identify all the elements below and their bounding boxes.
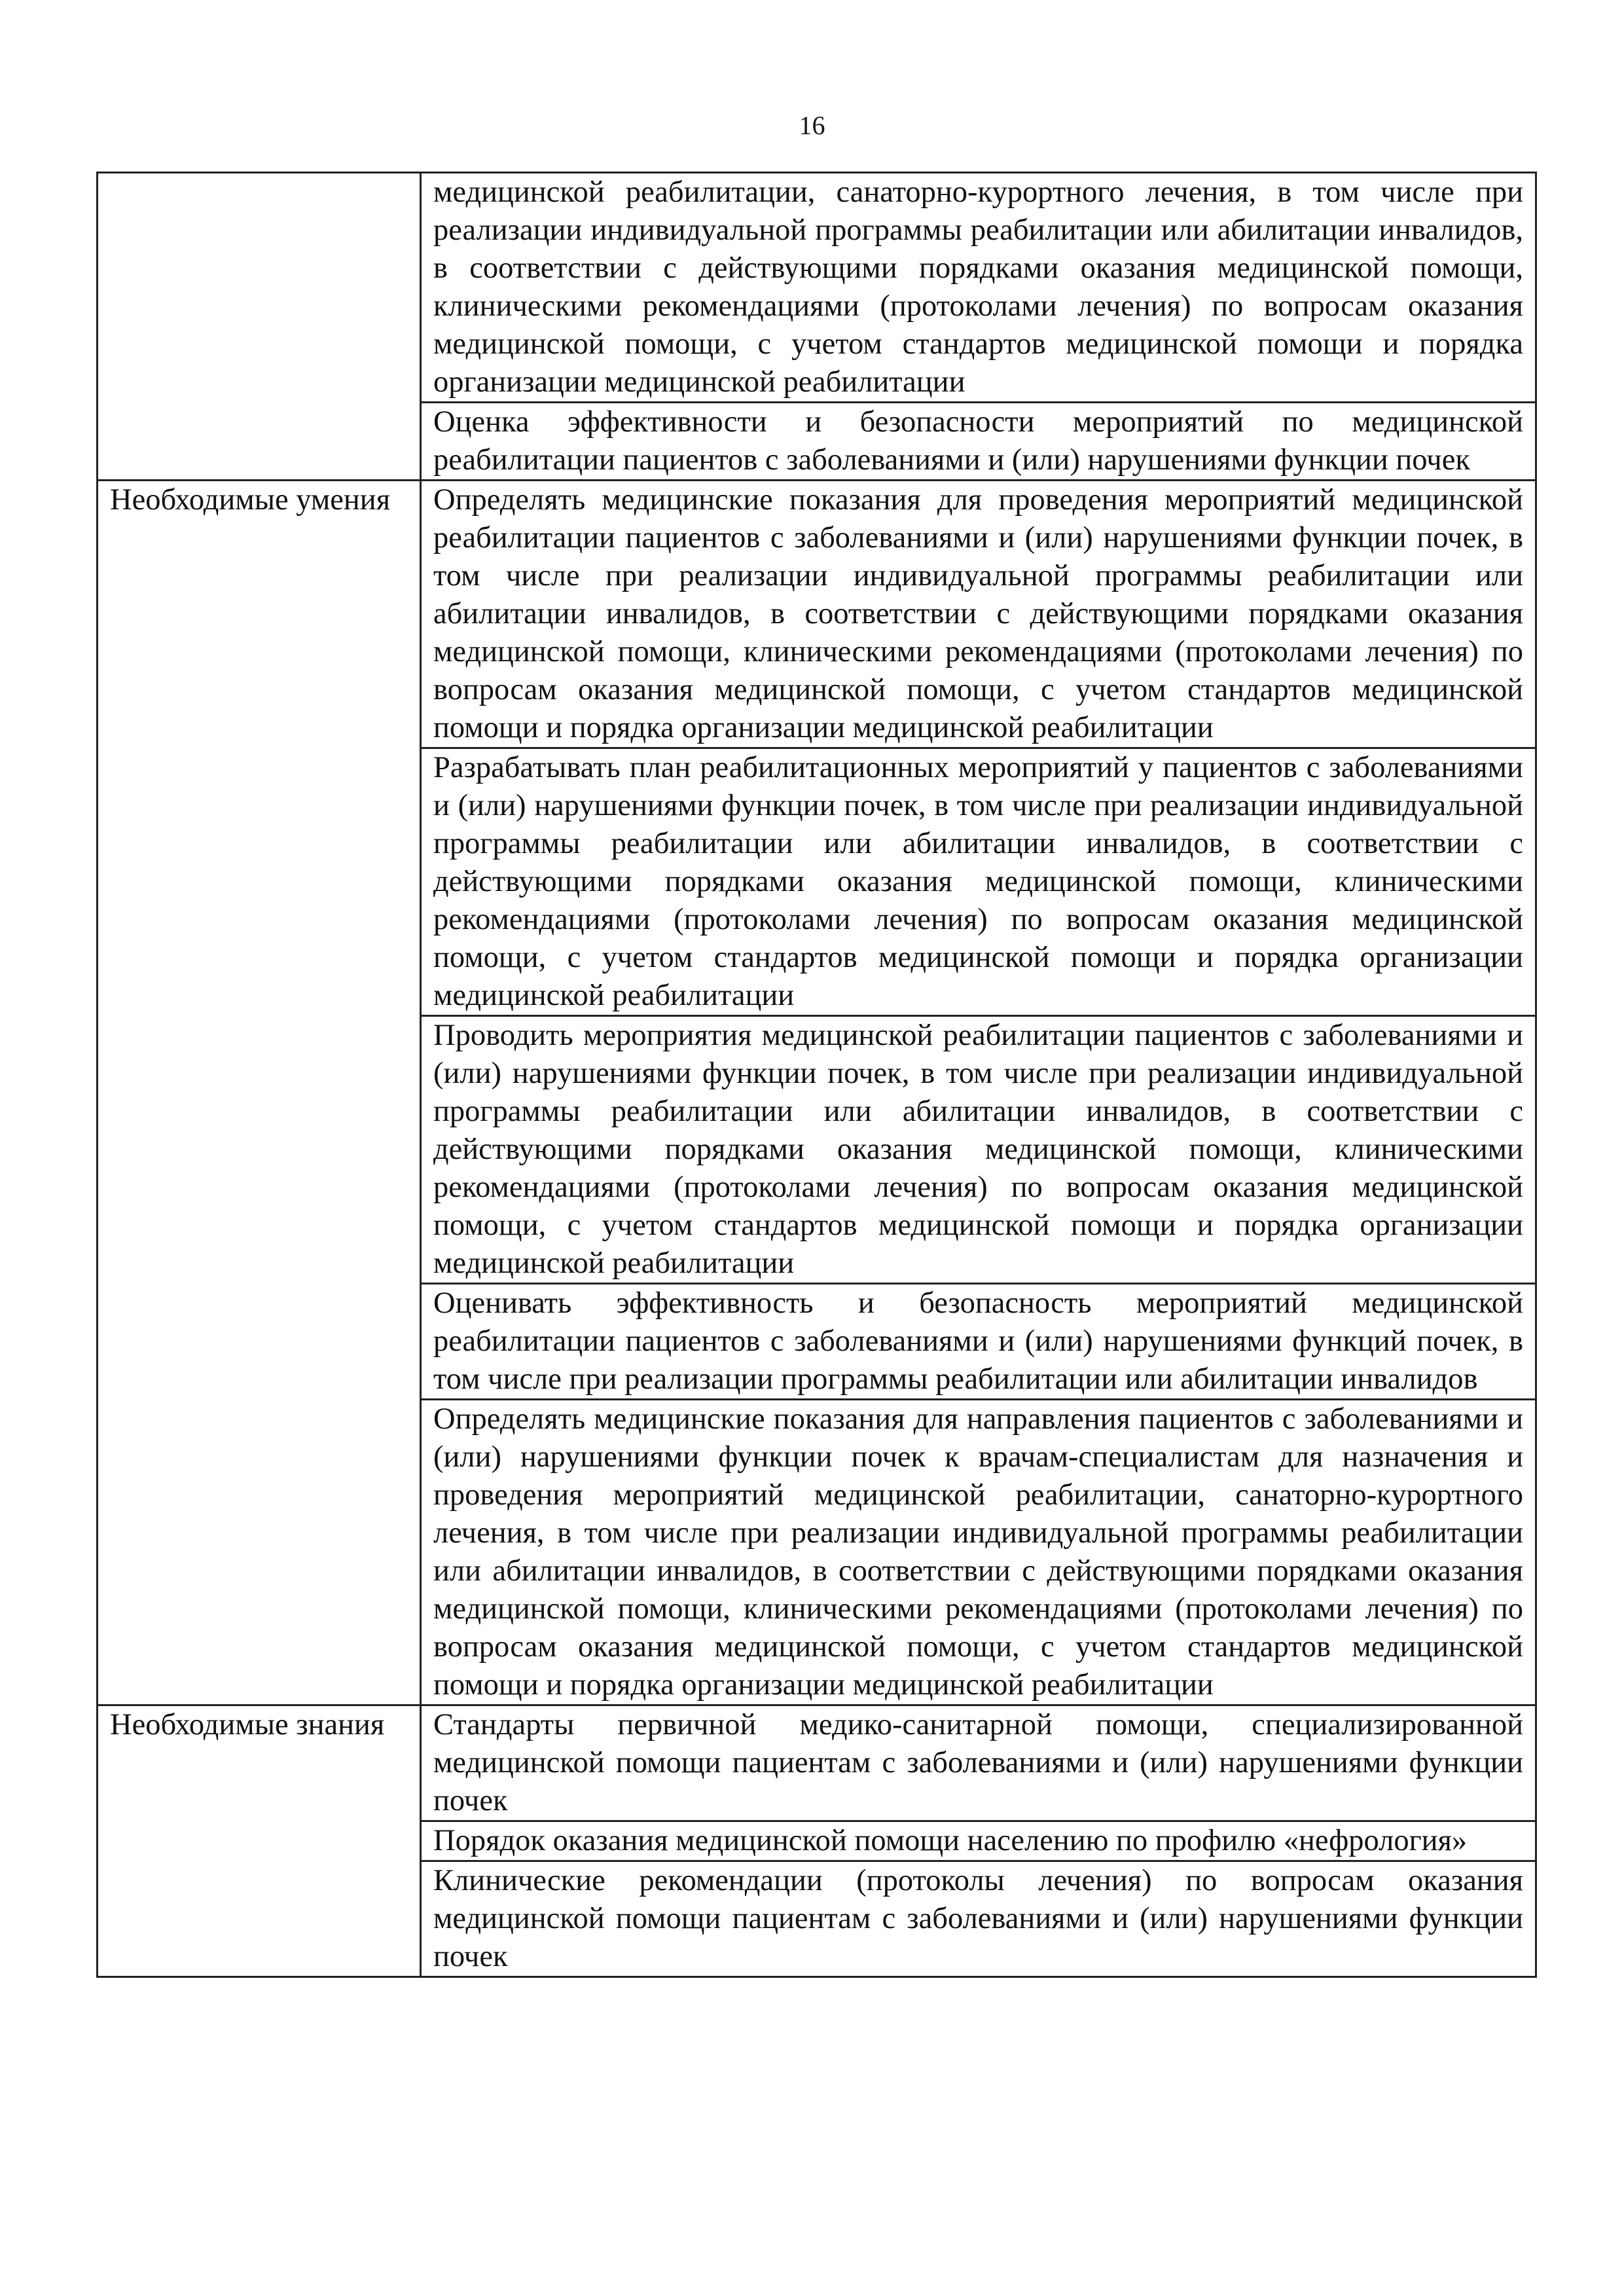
table-cell-text: Определять медицинские показания для направления пациентов с заболеваниями и (или) нарушениями функции почек к врачам-специалистам для назначения и проведения мероприятий медицинской реабилитации, санаторно-курортного лечения, в том числе при реализации индивидуальной программы реабилитации или абилитации инвалидов, в соответствии с действующими порядками оказания медицинской помощи, клиническими рекомендациями (протоколами лечения) по вопросам оказания медицинской помощи, с учетом стандартов медицинской помощи и порядка организации медицинской реабилитации	[421, 1400, 1536, 1705]
table-row	[98, 481, 1536, 748]
table-cell-text: Порядок оказания медицинской помощи населению по профилю «нефрология»	[421, 1821, 1536, 1861]
row-label-skills: Необходимые умения	[98, 481, 421, 1705]
table-row	[98, 1705, 1536, 1821]
table-cell-text: Оценка эффективности и безопасности мероприятий по медицинской реабилитации пациентов с заболеваниями и (или) нарушениями функции почек	[421, 403, 1536, 481]
table-cell-text: Определять медицинские показания для проведения мероприятий медицинской реабилитации пациентов с заболеваниями и (или) нарушениями функции почек, в том числе при реализации индивидуальной программы реабилитации или абилитации инвалидов, в соответствии с действующими порядками оказания медицинской помощи, клиническими рекомендациями (протоколами лечения) по вопросам оказания медицинской помощи, с учетом стандартов медицинской помощи и порядка организации медицинской реабилитации	[421, 481, 1536, 748]
row-label-continued	[98, 173, 421, 481]
page-number: 16	[799, 111, 825, 140]
table-cell-text: Клинические рекомендации (протоколы лечения) по вопросам оказания медицинской помощи пациентам с заболеваниями и (или) нарушениями функции почек	[421, 1861, 1536, 1977]
table-cell-text: Оценивать эффективность и безопасность мероприятий медицинской реабилитации пациентов с заболеваниями и (или) нарушениями функций почек, в том числе при реализации программы реабилитации или абилитации инвалидов	[421, 1284, 1536, 1400]
table-cell-text: Стандарты первичной медико-санитарной помощи, специализированной медицинской помощи пациентам с заболеваниями и (или) нарушениями функции почек	[421, 1705, 1536, 1821]
table-cell-text: Разрабатывать план реабилитационных мероприятий у пациентов с заболеваниями и (или) нарушениями функции почек, в том числе при реализации индивидуальной программы реабилитации или абилитации инвалидов, в соответствии с действующими порядками оказания медицинской помощи, клиническими рекомендациями (протоколами лечения) по вопросам оказания медицинской помощи, с учетом стандартов медицинской помощи и порядка организации медицинской реабилитации	[421, 748, 1536, 1016]
table-cell-text: Проводить мероприятия медицинской реабилитации пациентов с заболеваниями и (или) нарушениями функции почек, в том числе при реализации индивидуальной программы реабилитации или абилитации инвалидов, в соответствии с действующими порядками оказания медицинской помощи, клиническими рекомендациями (протоколами лечения) по вопросам оказания медицинской помощи, с учетом стандартов медицинской помощи и порядка организации медицинской реабилитации	[421, 1016, 1536, 1284]
table-cell-text: медицинской реабилитации, санаторно-курортного лечения, в том числе при реализации индивидуальной программы реабилитации или абилитации инвалидов, в соответствии с действующими порядками оказания медицинской помощи, клиническими рекомендациями (протоколами лечения) по вопросам оказания медицинской помощи, с учетом стандартов медицинской помощи и порядка организации медицинской реабилитации	[421, 173, 1536, 403]
table-row	[98, 173, 1536, 403]
row-label-knowledge: Необходимые знания	[98, 1705, 421, 1977]
requirements-table	[96, 172, 1537, 1978]
